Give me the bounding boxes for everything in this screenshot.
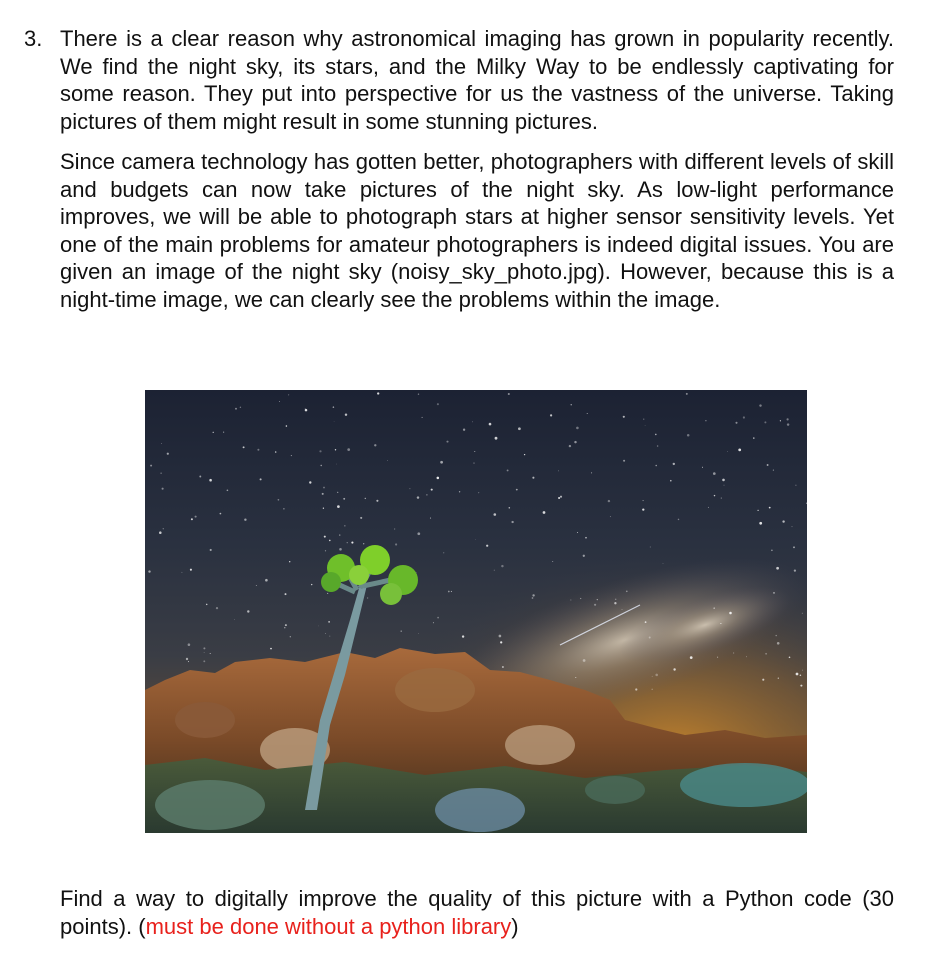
question-number: 3. (24, 26, 43, 51)
task-paragraph (60, 885, 894, 940)
night-sky-photo (145, 390, 807, 833)
intro-paragraph: There is a clear reason why astronomical imaging has grown in popularity recently. We find the night sky, its stars, and the Milky Way to be endlessly captivating for some reason. They put into perspective for us the vastness of the universe. Taking pictures of them might result in some stunning pictures. (60, 26, 894, 134)
open-paren: ( (138, 913, 146, 939)
problem-paragraph: Since camera technology has gotten better, photographers with different levels of skill and budgets can now take pictures of the night sky. As low-light performance improves, we will be able to photograph stars at higher sensor sensitivity levels. Yet one of the main problems for amateur photographers is indeed digital issues. You are given an image of the night sky (noisy_sky_photo.jpg). However, because this is a night-time image, we can clearly see the problems within the image. (60, 149, 894, 312)
task-text: Find a way to digitally improve the quality of this picture with a Python code (30 points). (60, 886, 894, 939)
constraint-text: must be done without a python library (145, 913, 512, 939)
close-paren: ) (511, 913, 519, 939)
desert-shrub (155, 780, 265, 830)
